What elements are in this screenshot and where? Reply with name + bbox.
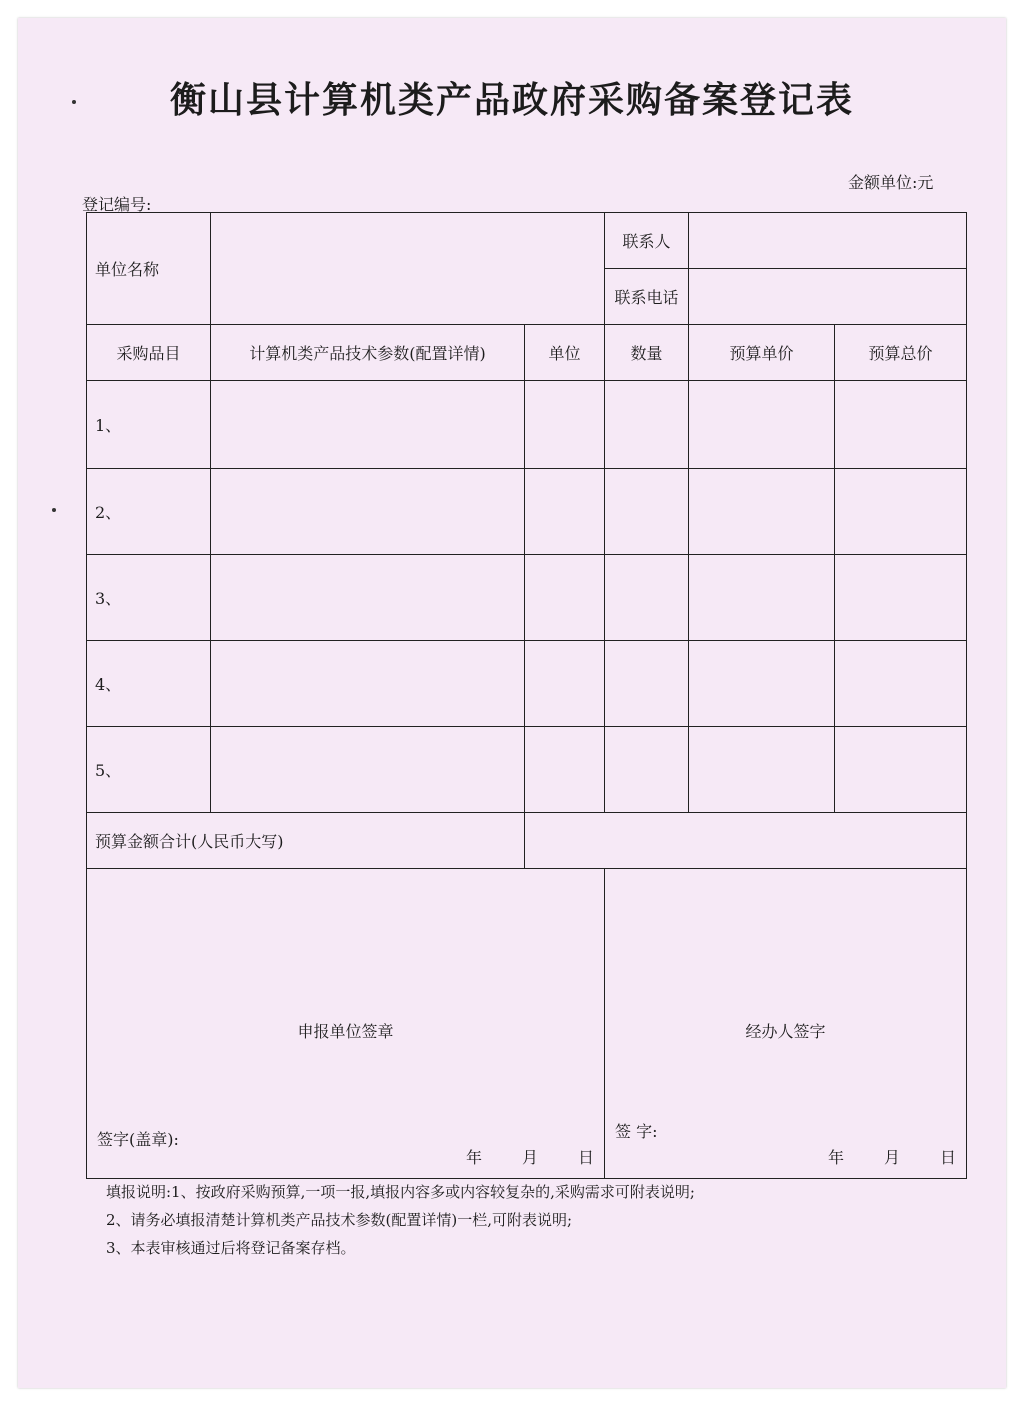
header-unit: 单位 (525, 325, 605, 381)
unit-field[interactable] (525, 727, 605, 813)
header-item: 采购品目 (87, 325, 211, 381)
registration-table (86, 212, 967, 1179)
qty-field[interactable] (605, 555, 689, 641)
spec-field[interactable] (211, 469, 525, 555)
total-amount-field[interactable] (525, 813, 967, 869)
amount-unit-label: 金额单位:元 (848, 173, 934, 192)
spec-field[interactable] (211, 727, 525, 813)
unit-name-field[interactable] (211, 213, 605, 325)
total-price-field[interactable] (835, 555, 967, 641)
header-qty: 数量 (605, 325, 689, 381)
note-line: 填报说明:1、按政府采购预算,一项一报,填报内容多或内容较复杂的,采购需求可附表说明; (106, 1183, 695, 1201)
spec-field[interactable] (211, 381, 525, 469)
unit-field[interactable] (525, 469, 605, 555)
table-row (87, 555, 967, 641)
spec-field[interactable] (211, 641, 525, 727)
phone-field[interactable] (689, 269, 967, 325)
table-row (87, 381, 967, 469)
contact-label: 联系人 (605, 213, 689, 269)
total-price-field[interactable] (835, 469, 967, 555)
qty-field[interactable] (605, 381, 689, 469)
applicant-sign-date: 年 月 日 (465, 1148, 594, 1167)
total-amount-label: 预算金额合计(人民币大写) (87, 813, 525, 869)
contact-field[interactable] (689, 213, 967, 269)
item-number: 3、 (87, 555, 211, 641)
item-number: 5、 (87, 727, 211, 813)
unit-price-field[interactable] (689, 381, 835, 469)
handler-signature-cell[interactable] (605, 869, 967, 1179)
handler-sign-label: 签 字: (615, 1122, 658, 1141)
total-price-field[interactable] (835, 641, 967, 727)
total-price-field[interactable] (835, 727, 967, 813)
item-number: 4、 (87, 641, 211, 727)
note-line: 2、请务必填报清楚计算机类产品技术参数(配置详情)一栏,可附表说明; (106, 1211, 573, 1229)
table-row (87, 641, 967, 727)
unit-field[interactable] (525, 381, 605, 469)
header-total-price: 预算总价 (835, 325, 967, 381)
header-unit-price: 预算单价 (689, 325, 835, 381)
item-number: 1、 (87, 381, 211, 469)
applicant-sign-label: 签字(盖章): (97, 1130, 179, 1149)
ink-dot (52, 508, 56, 512)
filling-notes (106, 1178, 906, 1262)
unit-price-field[interactable] (689, 727, 835, 813)
qty-field[interactable] (605, 641, 689, 727)
applicant-signature-title: 申报单位签章 (297, 1022, 394, 1041)
handler-signature-title: 经办人签字 (745, 1022, 826, 1041)
spec-field[interactable] (211, 555, 525, 641)
registration-number-label: 登记编号: (82, 195, 152, 214)
header-spec: 计算机类产品技术参数(配置详情) (211, 325, 525, 381)
note-line: 3、本表审核通过后将登记备案存档。 (106, 1239, 356, 1257)
unit-name-label: 单位名称 (87, 213, 211, 325)
table-row (87, 727, 967, 813)
unit-price-field[interactable] (689, 555, 835, 641)
phone-label: 联系电话 (605, 269, 689, 325)
qty-field[interactable] (605, 469, 689, 555)
unit-price-field[interactable] (689, 641, 835, 727)
item-number: 2、 (87, 469, 211, 555)
qty-field[interactable] (605, 727, 689, 813)
handler-sign-date: 年 月 日 (827, 1148, 956, 1167)
form-title: 衡山县计算机类产品政府采购备案登记表 (169, 80, 854, 121)
table-row (87, 469, 967, 555)
unit-price-field[interactable] (689, 469, 835, 555)
total-price-field[interactable] (835, 381, 967, 469)
unit-field[interactable] (525, 641, 605, 727)
unit-field[interactable] (525, 555, 605, 641)
applicant-signature-cell[interactable] (87, 869, 605, 1179)
